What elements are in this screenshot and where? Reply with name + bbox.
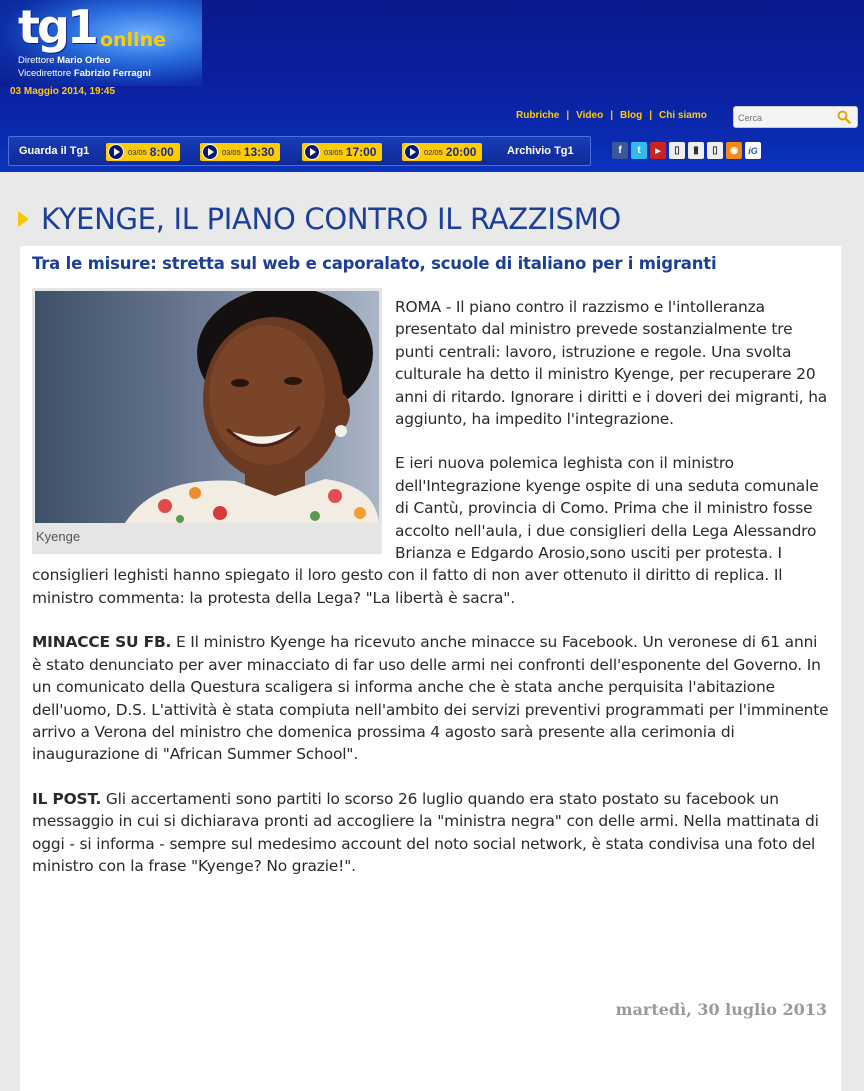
mobile-icon[interactable]: ▯ [669,142,685,159]
edition-button-3[interactable] [302,143,382,161]
title-arrow-icon [18,211,29,227]
nav-separator: | [610,110,614,121]
article-container [20,246,841,1091]
smartphone-icon[interactable]: ▮ [688,142,704,159]
edition-time: 20:00 [445,145,477,159]
edition-date: 03/05 [324,147,343,157]
edition-button-2[interactable] [200,143,280,161]
site-header [0,0,864,172]
youtube-icon[interactable]: ▶ [650,142,666,159]
watch-tg1-label: Guarda il Tg1 [19,145,90,157]
paragraph-lead: IL POST. [32,789,102,808]
social-icons [612,142,761,159]
facebook-icon[interactable]: f [612,142,628,159]
edition-button-4[interactable] [402,143,482,161]
search-input[interactable] [738,110,833,125]
nav-link-video[interactable]: Video [576,110,604,121]
photo-float-spacer [32,296,395,558]
paragraph-text: E Il ministro Kyenge ha ricevuto anche minacce su Facebook. Un veronese di 61 anni è stato denunciato per aver minacciato di far uso delle armi nei confronti dell'esponente del Governo. In un comunicato della Questura scaligera si informa anche che è stata anche perquisita l'abitazione dell'uomo, D.S. L'attività è stata compiuta nell'ambito dei servizi preventivi programmati per l'imminente arrivo a Verona del ministro che domenica prossima 4 agosto sarà presente alla cerimonia di inaugurazione di "African Summer School". [32,633,829,764]
article-paragraph [32,788,830,878]
page-title: KYENGE, IL PIANO CONTRO IL RAZZISMO [41,202,621,236]
play-icon [108,144,124,160]
nav-link-rubriche[interactable]: Rubriche [516,110,560,121]
play-icon [202,144,218,160]
nav-link-chi-siamo[interactable]: Chi siamo [659,110,707,121]
archive-tg1-link[interactable]: Archivio Tg1 [507,145,574,157]
director-label: Direttore [18,55,55,66]
edition-time: 8:00 [149,145,174,159]
top-nav [516,110,707,121]
title-row [18,202,621,236]
paragraph-lead: MINACCE SU FB. [32,633,172,652]
logo-online-text: online [100,29,167,51]
nav-link-blog[interactable]: Blog [620,110,643,121]
article-paragraph [32,631,830,765]
play-icon [404,144,420,160]
article-date: martedì, 30 luglio 2013 [615,1000,827,1019]
edition-date: 02/05 [424,147,443,157]
tablet-icon[interactable]: ▯ [707,142,723,159]
header-date: 03 Maggio 2014, 19:45 [10,86,116,97]
paragraph-text: ROMA - Il piano contro il razzismo e l'intolleranza presentato dal ministro prevede sostanzialmente tre punti centrali: lavoro, istruzione e regole. Una svolta culturale ha detto il ministro Kyenge, per recuperare 20 anni di ritardo. Ignorare i diritti e i doveri dei migranti, ha aggiunto, ha impedito l'integrazione. [395,298,828,429]
logo-credits [18,54,151,80]
search-icon[interactable] [837,110,851,124]
play-icon [304,144,320,160]
tg1-logo[interactable] [0,0,202,86]
edition-time: 17:00 [345,145,377,159]
logo-tg1-text: tg1 [18,0,96,54]
article-body [32,296,830,899]
edition-date: 03/05 [222,147,241,157]
paragraph-text: Gli accertamenti sono partiti lo scorso 26 luglio quando era stato postato su facebook un messaggio in cui si dichiarava pronti ad accogliere la "ministra negra" con delle armi. Nella mattinata di oggi - si informa - sempre sul medesimo account del noto social network, è stata condivisa una foto del ministro con la frase "Kyenge? No grazie!". [32,789,819,875]
rss-icon[interactable]: ◉ [726,142,742,159]
igoogle-icon[interactable]: iG [745,142,761,159]
paragraph-text: E ieri nuova polemica leghista con il ministro dell'Integrazione kyenge ospite di una seduta comunale di Cantù, provincia di Como. Prima che il ministro fosse accolto nell'aula, i due consiglieri della Lega Alessandro Brianza e Edgardo Arosio,sono usciti per protesta. I consiglieri leghisti hanno spiegato il loro gesto con il fatto di non aver ottenuto il diritto di replica. Il ministro commenta: la protesta della Lega? "La libertà è sacra". [32,454,819,607]
edition-date: 03/05 [128,147,147,157]
article-subtitle: Tra le misure: stretta sul web e caporalato, scuole di italiano per i migranti [32,254,717,273]
photo-caption: Kyenge [36,529,81,544]
tg1-editions-bar [8,136,591,166]
nav-separator: | [649,110,653,121]
edition-time: 13:30 [243,145,275,159]
nav-separator: | [566,110,570,121]
twitter-icon[interactable]: t [631,142,647,159]
edition-button-1[interactable] [106,143,180,161]
vice-director-name: Fabrizio Ferragni [73,68,151,79]
director-name: Mario Orfeo [57,55,111,66]
search-box [733,106,858,128]
vice-director-label: Vicedirettore [18,68,72,79]
